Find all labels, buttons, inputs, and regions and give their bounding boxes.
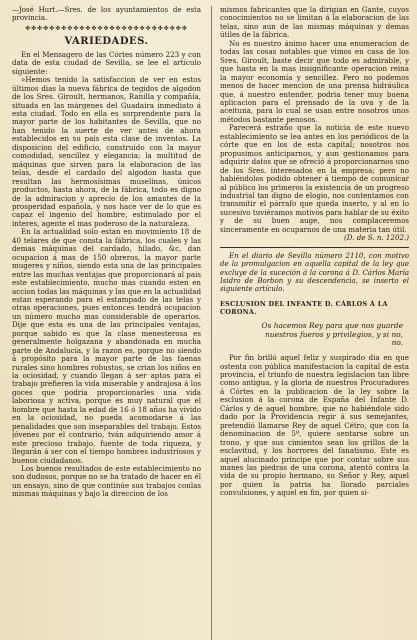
official-notice: —José Hurt.—Sres. de los ayuntamientos de esta provincia. xyxy=(12,6,201,23)
left-column xyxy=(12,6,201,640)
ornamental-divider: ✤✤✤✤✤✤✤✤✤✤✤✤✤✤✤✤✤✤✤✤✤✤✤✤✤✤✤ xyxy=(25,24,188,32)
article-paragraph: En la actualidad solo estan en movimiento 18 de 40 telares de que consta la fábrica, los cuales y las demas máquinas del cardado, hilado, &c, dan ocupacion á mas de 150 obreros, la mayor parte mugeres y niños, siendo esta una de las principales entre las muchas ventajas que proporcionará al pais este establecimiento, mucho mas cuando esten en accion todas las máquinas y las que en la actualidad estan esperando para el estampado de las telas y otras operaciones, pues entonces tendrá ocupacion un número mucho mas considerable de operarios. Dije que esta es una de las principales ventajas, porque sabido es que la clase menesterosa es generalmente holgazana y abandonada en mucha parte de Andalucía, y la razon es, porque no siendo á propósito para la mayor parte de las faenas rurales sino hombres robustos, se crian los niños en la ociosidad, y cuando llegan á ser aptos para el trabajo prefieren la vida miserable y andrajosa á los goces que podria proporcionarles una vida laboriosa y activa, porque es muy natural que el hombre que hasta la edad de 16 ó 18 años ha vivido en la ociosidad, no pueda acomodarse á las penalidades que son inseparables del trabajo. Estos jóvenes por el contrario, tván adquiriendo amor á este precioso trabajo, fuente de toda riqueza, y llegarán á ser con el tiempo hombres industriosos y buenos ciudadanos. xyxy=(12,227,201,465)
article-paragraph: Parecerá estraño que la noticia de este nuevo establecimiento se lea antes en los periódicos de la córte que en los de esta capital; nosotros nos propusimos anticiparnos, y aun gestionamos para adquirir datos que se ofreció á proporcionarnos uno de los Sres. interesados en la empresa; pero no habiéndolos podido obtener á tiempo de comunicar al público los primeros la existencia de un progreso industrial tan digno de elogio, nos contentamos con transmitir el párrafo que queda inserto, y al en lo sucesivo tuviéramos motivos para hablar de su éxito y de su buen auge, nos complaceremos sinceramente en ocuparnos de una materia tan útil. xyxy=(220,123,409,234)
signature: (D. de S. n. 1202.) xyxy=(344,233,409,243)
article-heading: ESCLUSION DEL INFANTE D. CÁRLOS Á LA CORONA. xyxy=(220,299,388,316)
article-intro: En el diario de Sevilla número 2110, con motivo de la promulgacion en aquella capital de la ley que excluye de la suceción á la corona á D. Cárlos María Isidro de Borbon y su descendencia, se inserto el siguiente artículo. xyxy=(220,251,409,294)
article-paragraph: No es nuestro ánimo hacer una enumeracion de todas las cosas notables que vimos en casa de los Sres. Giroult, baste decir que todo es admirable, y que hasta en la mas insignificante operacion reina la mayor economía y sencillez. Pero no podemos menos de hacer mencion de una prensa hidráulica que, á nuestro entender, podria tener muy buena aplicacion para el prensado de la uva y de la aceituna, para lo cual se usan entre nosotros unos métodos bastante penosos. xyxy=(220,38,409,124)
article-paragraph: En el Mensagero de las Córtes número 223 y con data de esta ciudad de Sevilla, se lee el artículo siguiente: xyxy=(12,49,201,76)
section-title: VARIEDADES. xyxy=(64,35,149,47)
article-paragraph: mismos fabricantes que la dirigian en Gante, cuyos conocimientos no se limitan á la elaboracion de las telas, sino aun de las mismas máquinas y demas útiles de la fábrica. xyxy=(220,6,409,40)
right-column xyxy=(211,6,409,640)
epigraph: Os hacemos Rey para que nos guarde nuestros fueros y privilegios, y si no, no. xyxy=(261,320,403,348)
article-paragraph: Por fin brilló aquel feliz y suspirado dia en que ostenta con pública manifestacion la capital de esta provincia, el triunfo de nuestra legislacion tan libre como antigua, y la gloria de nuestros Procuradores á Córtes en la publicacion de la ley sobre la esclusion á la corona de España del Infante D. Cárlos y de aquel hombre, que no habiéndole sido dado por la Providencia regir á sus semejantes, pretendió llamarse Rey de aquel Cétro, que con la denominacion de 5º, quiere sentarse sobre un trono, y que sus cimientos sean los grillos de la esclavitud, y los horrores del fanatismo. Este es aquel alucinado príncipe que por contar sobre sus manes las piedras de una corona, atentó contra la vida de su propio hermano, su Señor y Rey, aquel por quien la patria ha llorado parciales convulsiones, y aquel en fin, por quien si- xyxy=(220,353,409,498)
columns xyxy=(12,6,409,640)
section-rule xyxy=(220,247,409,248)
article-paragraph: »Hemos tenido la satisfaccion de ver en estos últimos dias la nueva fábrica de tegidos de algodon de los Sres. Giroult, hermanos, Ranilla y compañía, situada en las márgenes del Guadaira inmediato á esta ciudad. Todo en ella es sorprendente para la mayor parte de los habitantes de Sevilla, que no han tenido la suerte de ver antes de ahora establecidos en su pais esta clase de inventos. La disposicion del edificio, construido con la mayor comodidad, sencillez y elegancia; la multitud de máquinas que sirven para la elaboracion de las telas, desde el cardado del algodon hasta que resultan las hermosísimas muselinas, únicos productos, hasta ahora, de la fábrica, todo es digno de la admiracion y aprecio de los amantes de la prosperidad española, y nos hace ver de lo que es capaz el ingenio del hombre, estimulado por el interes, agente el mas poderoso de la naturaleza. xyxy=(12,75,201,228)
article-paragraph: Los buenos resultados de este establecimiento no son dudosos, porque no se ha tratado de hacer en él un ensayo, sino de que continúe sus trabajos conlas mismas máquinas y bajo la direccion de los xyxy=(12,464,201,499)
article-signature xyxy=(220,234,409,242)
